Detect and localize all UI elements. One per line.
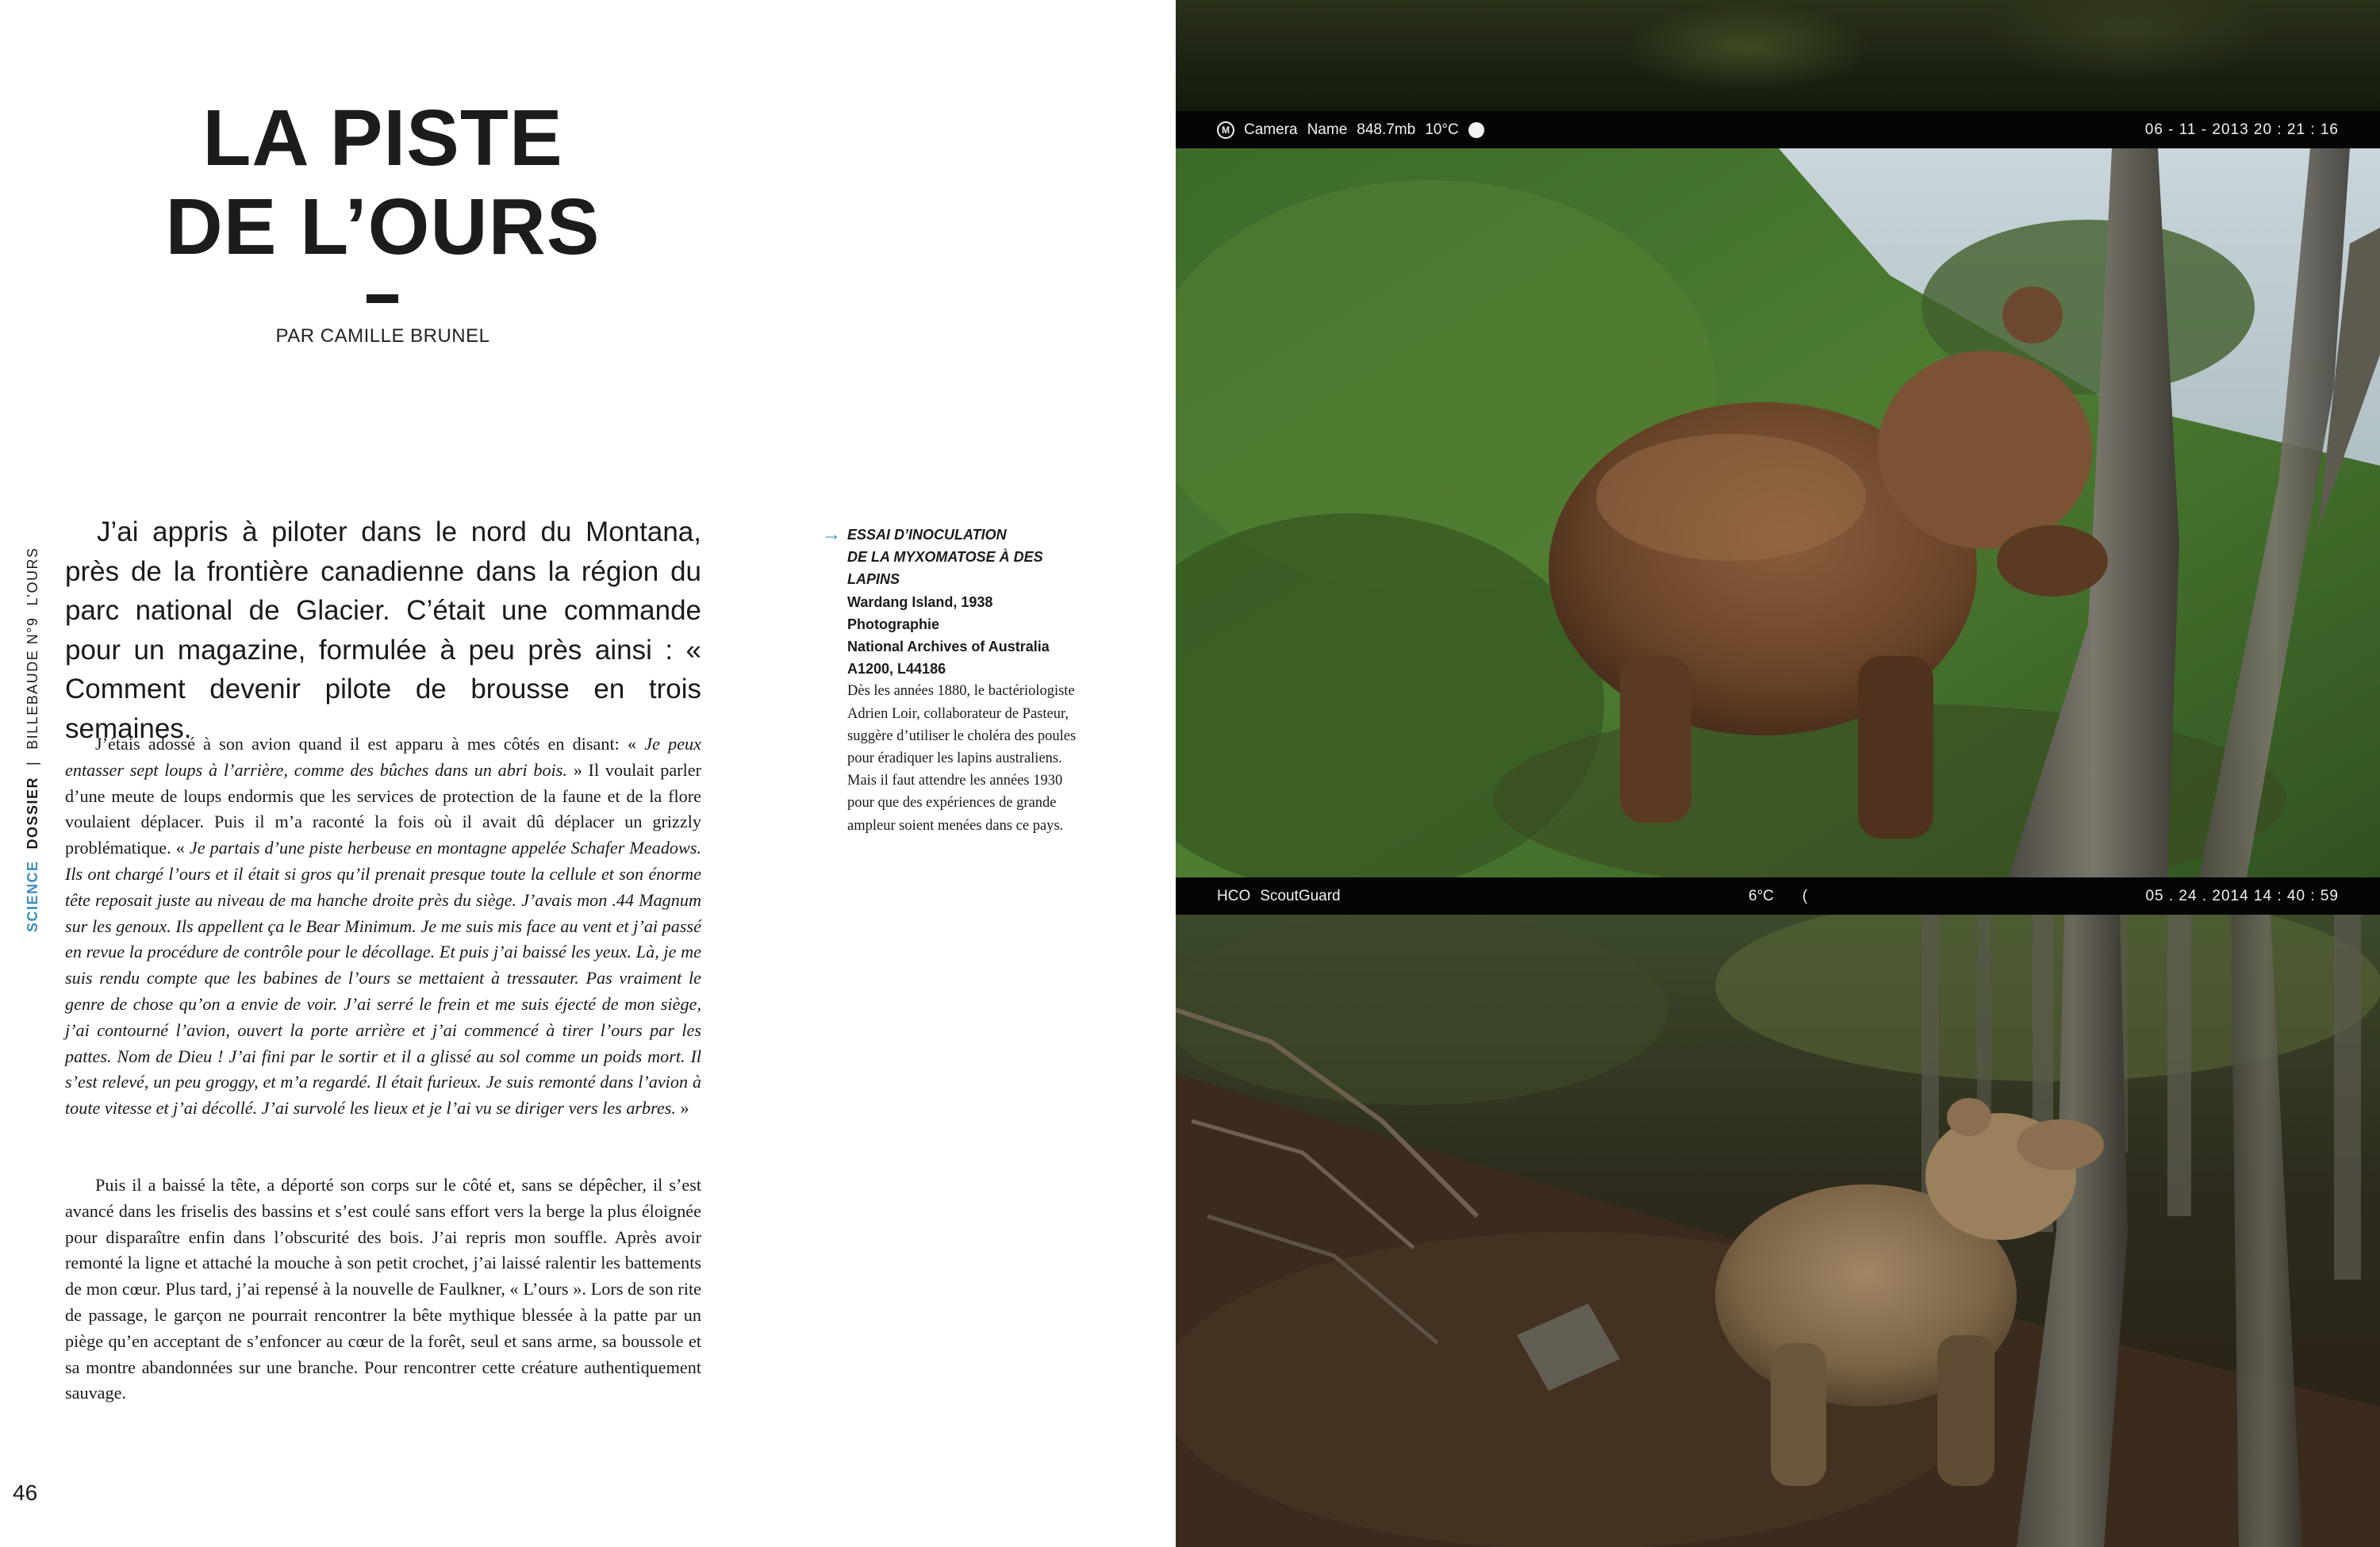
left-page	[0, 0, 1176, 1547]
caption-text: Dès les années 1880, le bactériologiste Adrien Loir, collaborateur de Pasteur, suggère d’utiliser le choléra des poules pour éradiquer les lapins australiens. Mais il faut attendre les années 1930 pour que des expériences de grande ampleur soient menées dans ce pays.	[847, 683, 1077, 834]
para1-end: »	[675, 1098, 689, 1119]
caption-meta-reference: A1200, L44186	[847, 661, 946, 678]
moon-phase-icon: (	[1802, 887, 1808, 904]
camera-2-datetime: 05 . 24 . 2014 14 : 40 : 59	[2145, 887, 2339, 904]
intro-paragraph: J’ai appris à piloter dans le nord du Montana, près de la frontière canadienne dans la région du parc national de Glacier. C’était une commande pour un magazine, formulée à peu près ainsi : « Comment devenir pilote de brousse en trois semaines.	[65, 516, 701, 744]
body-paragraph-2: Puis il a baissé la tête, a déporté son corps sur le côté et, sans se dépêcher, il s’est avancé dans les friselis des bassins et s’est coulé sans effort vers la berge la plus éloignée pour disparaître enfin dans l’obscurité des bois. J’ai repris mon souffle. Après avoir remonté la ligne et attaché la mouche à son petit crochet, j’ai laissé ralentir les battements de mon cœur. Plus tard, j’ai repensé à la nouvelle de Faulkner, « L’ours ». Lors de son rite de passage, le garçon ne pourrait rencontrer la bête mythique blessée à la patte par un piège qu’en acceptant de s’enfoncer au cœur de la forêt, seul et sans arme, sa boussole et sa montre abandonnées sur une branche. Pour rencontrer cette créature authentiquement sauvage.	[65, 1175, 701, 1403]
photo-strip-top	[1176, 0, 2380, 111]
para1-quote-1: Je peux entasser sept loups à l’arrière, comme des bûches dans un abri bois.	[65, 734, 701, 780]
caption-meta-source: National Archives of Australia	[847, 639, 1050, 655]
arrow-right-icon: →	[822, 524, 841, 545]
byline: PAR CAMILLE BRUNEL	[275, 325, 490, 347]
camera-2-model: ScoutGuard	[1260, 887, 1341, 904]
page-number: 46	[13, 1480, 38, 1505]
trail-camera-photo-2	[1176, 915, 2380, 1547]
camera-1-datetime: 06 - 11 - 2013 20 : 21 : 16	[2144, 121, 2339, 138]
magazine-issue-label: BILLEBAUDE N°9	[24, 616, 40, 750]
vertical-section-label	[22, 547, 43, 932]
image-caption	[822, 524, 1092, 837]
caption-title-line-2: DE LA MYXOMATOSE À DES LAPINS	[847, 549, 1043, 588]
camera-1-left-info	[1217, 121, 1484, 139]
camera-1-temperature: 10°C	[1425, 121, 1459, 138]
camera-2-brand: HCO	[1217, 887, 1251, 904]
right-page-photos	[1176, 0, 2380, 1547]
camera-info-bar-1	[1176, 111, 2380, 148]
trail-camera-photo-1	[1176, 148, 2380, 877]
title-dash-divider	[367, 294, 398, 303]
para1-mid: » Il voulait parler d’une meute de loups endormis que les services de protection de la faune et de la flore voulaient déplacer. Puis il m’a raconté la fois où il avait dû déplacer un grizzly problématique. «	[65, 759, 701, 858]
camera-2-temperature: 6°C	[1749, 887, 1774, 904]
camera-1-name-label: Name	[1307, 121, 1348, 138]
topic-label: L’OURS	[24, 547, 40, 606]
camera-2-mid-info	[1749, 888, 1807, 905]
caption-meta-location: Wardang Island, 1938	[847, 593, 993, 610]
label-separator: |	[24, 760, 40, 766]
para1-quote-2: Je partais d’une piste herbeuse en montagne appelée Schafer Meadows. Ils ont chargé l’ours et il était si gros qu’il prenait presque toute la cellule et son énorme tête reposait juste au niveau de ma hanche droite près du siège. J’avais mon .44 Magnum sur les genoux. Ils appellent ça le Bear Minimum. Je me suis mis face au vent et j’ai passé en revue la procédure de contrôle pour le décollage. Et puis j’ai baissé les yeux. Là, je me suis rendu compte que les babines de l’ours se mettaient à tressauter. Pas vraiment le genre de chose qu’on a envie de voir. J’ai serré le frein et me suis éjecté de mon siège, j’ai contourné l’avion, ouvert la porte arrière et j’ai commencé à tirer l’ours par les pattes. Nom de Dieu ! J’ai fini par le sortir et il a glissé au sol comme un poids mort. Il s’est relevé, un peu groggy, et m’a regardé. Il était furieux. Je suis remonté dans l’avion à toute vitesse et j’ai décollé. J’ai survolé les lieux et je l’ai vu se diriger vers les arbres.	[65, 838, 701, 1119]
caption-title-line-1: ESSAI D’INOCULATION	[847, 527, 1007, 543]
camera-1-name: Camera	[1244, 121, 1298, 138]
section-label: SCIENCE	[24, 860, 40, 932]
camera-mode-icon: M	[1217, 121, 1234, 139]
camera-2-left-info	[1217, 888, 1341, 905]
article-title	[119, 94, 647, 271]
para1-lead: J’étais adossé à son avion quand il est apparu à mes côtés en disant: «	[95, 734, 645, 754]
caption-meta-medium: Photographie	[847, 616, 939, 632]
dossier-label: DOSSIER	[24, 776, 40, 850]
camera-info-bar-2	[1176, 877, 2380, 915]
body-paragraph-1	[65, 731, 701, 1122]
title-line-1: LA PISTE	[202, 94, 563, 182]
full-moon-icon	[1468, 122, 1484, 138]
title-line-2: DE L’OURS	[165, 182, 601, 271]
camera-1-pressure: 848.7mb	[1357, 121, 1416, 138]
